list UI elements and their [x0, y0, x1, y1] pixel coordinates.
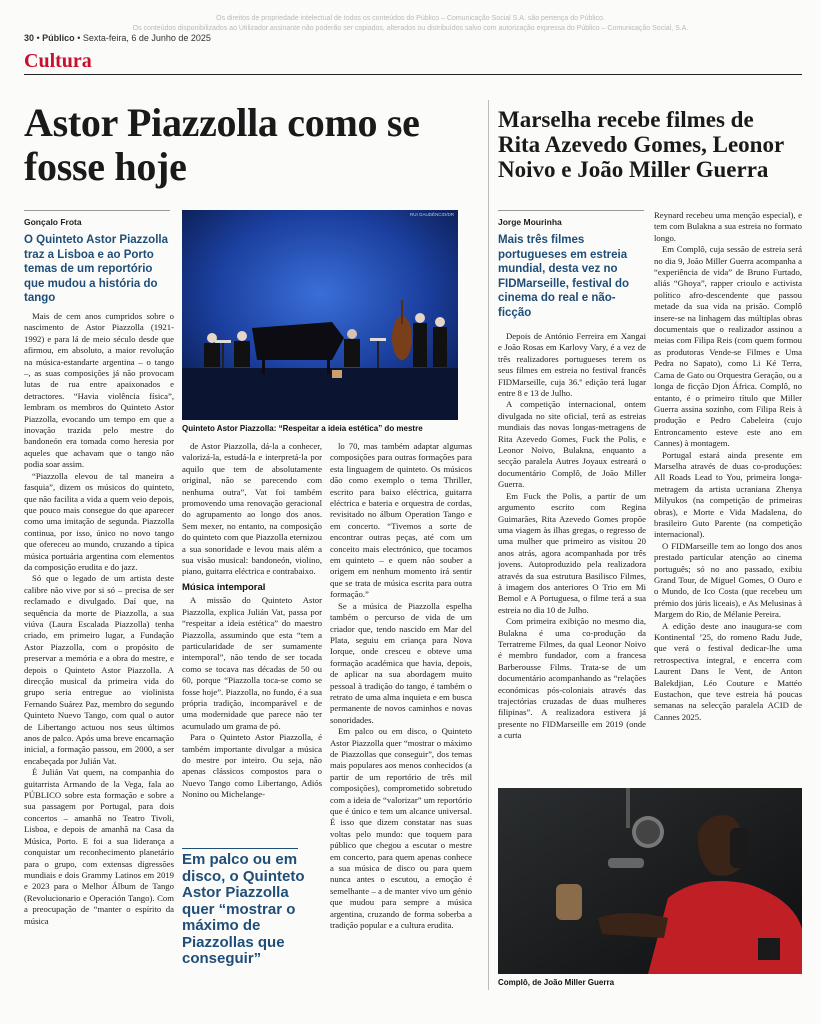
article2-column-2: [654, 210, 802, 775]
paragraph: Em Complô, cuja sessão de estreia será no dia 9, João Miller Guerra acompanha a “experiência de vida” de Bruno Furtado, aliás “Ghoya”, rapper crioulo e activista político afro-descendente que passou metade da sua vida na prisão. Complô insere-se na linhagem das múltiplas obras documentais que o realizador assinou a meias com Filipa Reis (com quem formou as produtoras Vende-se Filmes e Uma Pedra no Sapato), como Li Ké Terra, Cama de Gato ou Orquestra Geração, ou a longa de ficção Djon África. Complô, no entanto, é o primeiro título que Miller Guerra assina sozinho, com Filipa Reis à produção e Pedro Cabeleira (cujo Entroncamento esteve este ano em Cannes) à montagem.: [654, 244, 802, 449]
copyright-notice-line-2: Os conteúdos disponibilizados ao Utilizador assinante não poderão ser copiados, alterados ou distribuídos salvo com autorização expressa do Público – Comunicação Social, S.A.: [132, 25, 689, 32]
rapper-studio-image: [498, 788, 802, 974]
paragraph: A competição internacional, ontem divulgada no site oficial, terá as estreias mundiais das novas longas-metragens de Rita Azevedo Gomes, Fuck the Polis, e Leonor Noivo, Bulakna, enquanto a secção paralela Autres Joyaux estreará o documentário Complô, de João Miller Guerra.: [498, 399, 646, 490]
column-divider: [488, 100, 489, 990]
paragraph: de Astor Piazzolla, dá-la a conhecer, valorizá-la, estudá-la e interpretá-la por aquilo que tem de absolutamente original, não se parecendo com nenhuma outra”, Vat foi também promovendo uma renovação geracional do agrupamento ao longo dos anos. Sem mexer, no entanto, na composição do quinteto com que Piazzolla eternizou a sua sonoridade e levou mais além a sua visão musical: bandoneón, violino, piano, guitarra eléctrica e contrabaixo.: [182, 441, 322, 577]
paragraph: Reynard recebeu uma menção especial), e tem com Bulakna a sua estreia no formato longo.: [654, 210, 802, 243]
paragraph: A missão do Quinteto Astor Piazzolla, explica Julián Vat, passa por “respeitar a ideia estética” do maestro Piazzolla, assumindo que esta “tem a particularidade de ser sumamente intemporal”, não tendo de ser tocada como se tocava nas décadas de 50 ou 60, porque “Piazzolla toca-se como se fosse hoje”. Piazzolla, no fundo, é a sua própria tradição, incomparável e de uma modernidade que parece não ter acumulado um grama de pó.: [182, 595, 322, 731]
article2-headline: Marselha recebe filmes de Rita Azevedo Gomes, Leonor Noivo e João Miller Guerra: [498, 107, 784, 182]
complo-photo: [498, 788, 802, 974]
paragraph: Se a música de Piazzolla espelha também o percurso de vida de um criador que, tendo nascido em Mar del Plata, seguiu em criança para Nova Iorque, onde cresceu e obteve uma formação académica que havia, depois, de aplicar na sua abordagem muito pessoal à tradição do tango, é também o retrato de uma alma inquieta e em busca permanente de novos caminhos e novas sonoridades.: [330, 600, 472, 725]
section-title: Cultura: [24, 50, 92, 72]
paragraph: lo 70, mas também adaptar algumas composições para outras formações para esta linguagem de quinteto. Os músicos dão como exemplo o tema Thriller, escrito para baixo eléctrica, guitarra eléctrica e bateria e orquestra de cordas, revisitado no álbum Operation Tango e em concerto. “Tivemos a sorte de encontrar outras peças, até com um conceito mais electrónico, que tocamos em quinteto – e quem não souber a origem em nenhum momento irá sentir que se trata de música escrita para outra formação.”: [330, 441, 472, 600]
paragraph: A edição deste ano inaugura-se com Kontinental ’25, do romeno Radu Jude, que verá o festival dedicar-lhe uma retrospectiva integral, e encerra com Laurent Dans le Vent, de Anton Balekdjian, Léo Couture e Mattéo Eustachon, que teve estreia há poucas semanas na selecção paralela ACID de Cannes 2025.: [654, 620, 802, 722]
paragraph: “Piazzolla elevou de tal maneira a fasquia”, dizem os músicos do quinteto, que não facilita a vida a quem veio depois, que pouco mais consegue do que aparecer como uma imitação de segunda. Piazzolla continua, por isso, único no novo tango que ofereceu ao mundo, cruzando a típica música portuária argentina com elementos da composição erudita e do jazz.: [24, 470, 174, 572]
article2-column-1: [498, 331, 646, 775]
byline-rule: [24, 210, 170, 211]
paragraph: É Julián Vat quem, na companhia do guitarrista Armando de la Vega, fala ao PÚBLICO sobre esta formação e sobre a sua passagem por Portugal, para dois concertos – amanhã no Teatro Tivoli, Lisboa, e depois de amanhã na Casa da Música, Porto. E foi a sua liderança a conquistar um reconhecimento planetário para o grupo, com extensas digressões mundiais e dois Grammy Latinos em 2019 e 2023 para o Melhor Álbum de Tango (Revolucionario e Operación Tango). Com a preocupação de “manter o espírito da música: [24, 767, 174, 926]
article1-byline: Gonçalo Frota: [24, 217, 82, 227]
issue-date: Sexta-feira, 6 de Junho de 2025: [82, 33, 211, 43]
paragraph: O FIDMarseille tem ao longo dos anos prestado particular atenção ao cinema português; só no ano passado, exibiu Grand Tour, de Miguel Gomes, O Ouro e o Mundo, de Ico Costa (que recebeu um prémio dos júris liceais), e As Melusinas à Margem do Rio, de Mélanie Pereira.: [654, 540, 802, 620]
article1-column-2: [182, 441, 322, 861]
page-folio: 30 • Público • Sexta-feira, 6 de Junho de 2025: [24, 33, 211, 43]
paper-name: Público: [42, 33, 75, 43]
paragraph: Com primeira exibição no mesmo dia, Bulakna é uma co-produção da Terratreme Filmes, da qual Leonor Noivo é membro fundador, com a francesa Barberousse Films. Trata-se de um documentário acompanhando as “relações económicas pós-coloniais através das trajectórias cruzadas de duas mulheres filipinas”. A realizadora estivera já presente no FIDMarseille em 2019 (onde a curta: [498, 616, 646, 741]
article1-headline: Astor Piazzolla como se fosse hoje: [24, 100, 420, 189]
quintet-concert-image: [182, 210, 458, 420]
paragraph: Depois de António Ferreira em Xangai e João Rosas em Karlovy Vary, é a vez de três realizadores portugueses terem os seus filmes em estreia no festival francês FIDMarseille, cuja 36.ª edição terá lugar entre 8 e 13 de Julho.: [498, 331, 646, 399]
quintet-photo: [182, 210, 458, 420]
paragraph: Só que o legado de um artista deste calibre não vive por si só – precisa de ser reclamado e divulgado. Daí que, na sequência da morte de Piazzolla, a sua viúva (Laura Escalada Piazzolla) tenha criado, em primeiro lugar, a Fundação Astor Piazzolla, com o propósito de preservar a memória e a obra do mestre, e depois o Quinteto Astor Piazzolla. A direcção musical da primeira vida do grupo seria entregue ao violinista Fernando Suárez Paz, membro do segundo Quinteto Nuevo Tango, com qual o autor de Libertango actuou nos seus últimos anos de palco. Após uma breve encarnação inicial, a formação passou, em 2000, a ser encabeçada por Julián Vat.: [24, 573, 174, 766]
article2-photo-caption: Complô, de João Miller Guerra: [498, 978, 615, 987]
article1-lead: O Quinteto Astor Piazzolla traz a Lisboa e ao Porto temas de um reportório que mudou a história do tango: [24, 234, 168, 304]
byline-rule: [498, 210, 644, 211]
article2-byline: Jorge Mourinha: [498, 217, 562, 227]
page-number: 30: [24, 33, 35, 43]
paragraph: Mais de cem anos cumpridos sobre o nascimento de Astor Piazzolla (1921-1992) e para lá de meio século desde que afirmou, em absoluto, a maior revolução na música-estandarte argentina – o tango –, as suas composições já não provocam lutas de rua entre apaixonados e detractores. “Havia violência física”, lembram os membros do Quinteto Astor Piazzolla, evocando um tempo em que a inovação trazida pelo mestre do bandoneón era tomada como heresia por aqueles que achavam que o tango não podia soar assim.: [24, 311, 174, 470]
article1-photo-caption: Quinteto Astor Piazzolla: “Respeitar a ideia estética” do mestre: [182, 424, 423, 433]
article1-subhead: Música intemporal: [182, 581, 266, 593]
paragraph: Para o Quinteto Astor Piazzolla, é também importante divulgar a música do mestre por inteiro. Ou seja, não apenas clássicos compostos para o Nuevo Tango como Libertango, Adiós Nonino ou Michelange-: [182, 732, 322, 800]
paragraph: Portugal estará ainda presente em Marselha através de duas co-produções: All Roads Lead to You, primeira longa-metragem da artista ucraniana Zhenya Milyukos (na competição de primeiras obras), e Morte e Vida Madalena, do brasileiro Guto Parente (na competição internacional).: [654, 449, 802, 540]
article1-column-3: [330, 441, 472, 986]
paragraph: Em palco ou em disco, o Quinteto Astor Piazzolla quer “mostrar o máximo de Piazzollas que conseguir”, dos temas mais populares aos menos conhecidos (a partir de um reportório de três mil composições), comprometido sobretudo com a ideia de “valorizar” um reportório que é único e tem um alcance universal. É isso que dizem constatar nas suas voltas pelo mundo: que toquem para público que chegou a escutar o mestre em concerto, para quem apenas conhece a sua música de disco ou para quem nunca antes o escutou, a emoção é semelhante – a de manter vivo um génio que mudou para sempre a música argentina, cruzando de forma soberba a tradição popular e a cultura erudita.: [330, 726, 472, 931]
article1-pullquote: Em palco ou em disco, o Quinteto Astor Piazzolla quer “mostrar o máximo de Piazzollas que conseguir”: [182, 851, 305, 967]
pullquote-rule: [182, 848, 298, 849]
article2-lead: Mais três filmes portugueses em estreia mundial, desta vez no FIDMarseille, festival do cinema do real e não-ficção: [498, 234, 630, 319]
copyright-notice-line-1: Os direitos de propriedade intelectual de todos os conteúdos do Público – Comunicação Social S.A. são pertença do Público.: [216, 15, 605, 22]
photo-credit: RUI GAUDÊNCIO/DR: [409, 212, 454, 217]
article1-column-1: [24, 311, 174, 986]
paragraph: Em Fuck the Polis, a partir de um argumento escrito com Regina Guimarães, Rita Azevedo Gomes propõe uma viagem às ilhas gregas, o regresso de uma mulher que primeiro as visitou 20 anos atrás, agora acompanhada por três jovens. Autoproduzido pela realizadora através da sua estrutura Basilisco Filmes, à imagem dos anteriores O Trio em Mi Bemol e A Portuguesa, o filme terá a sua estreia no dia 10 de Julho.: [498, 490, 646, 615]
header-rule: [24, 74, 802, 75]
